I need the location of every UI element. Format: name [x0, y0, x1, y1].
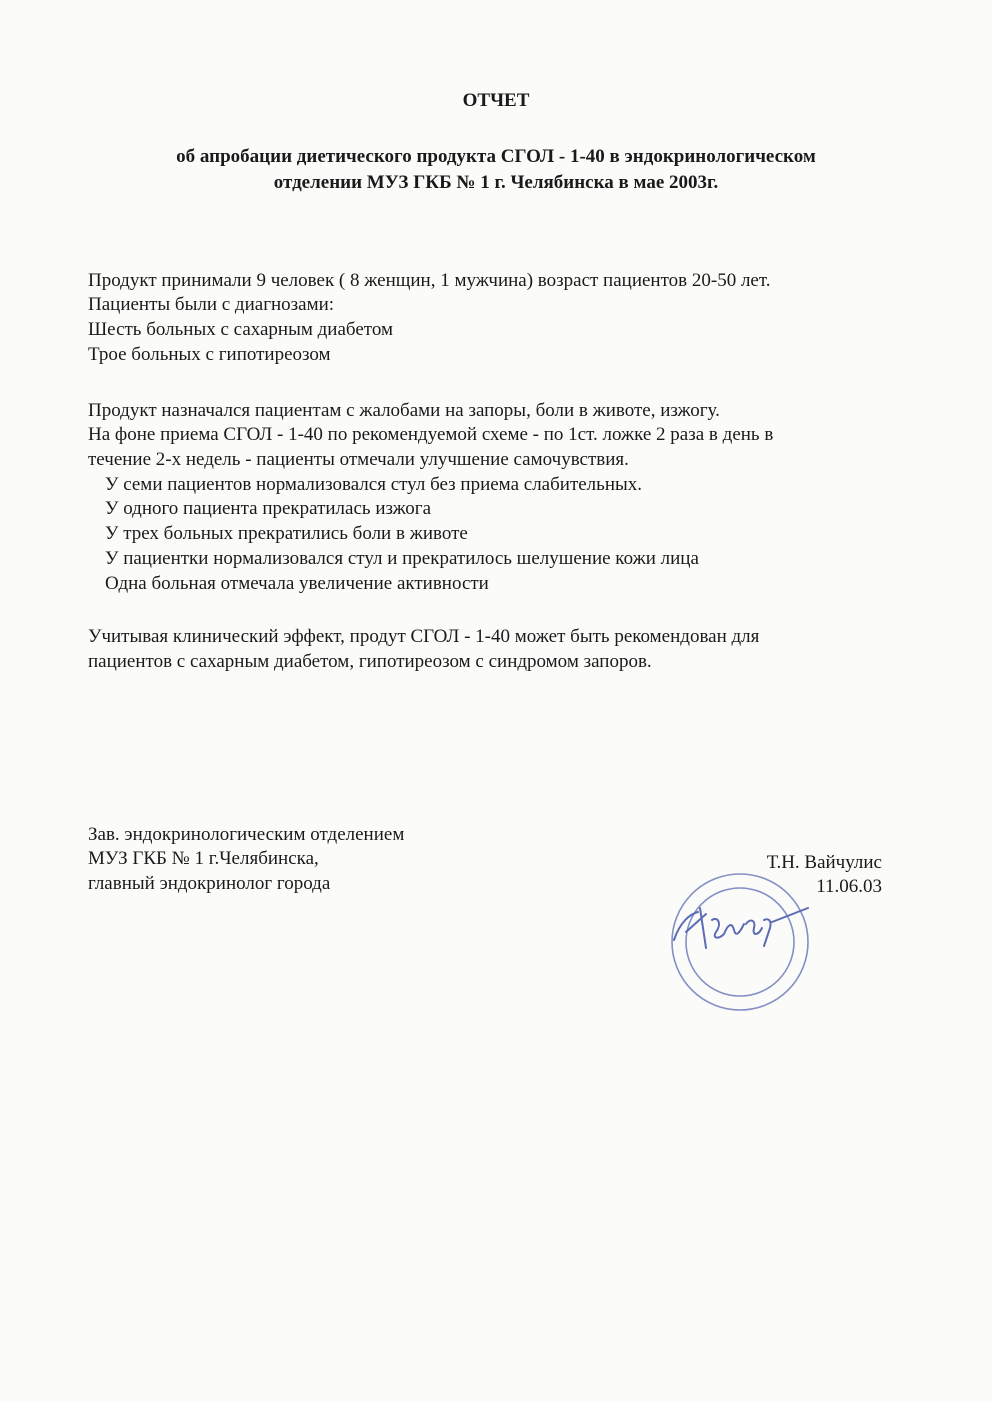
document-title: ОТЧЕТ: [462, 90, 530, 111]
body-line: Пациенты были с диагнозами:: [88, 294, 335, 315]
body-line: Продукт принимали 9 человек ( 8 женщин, 1 мужчина) возраст пациентов 20-50 лет.: [88, 270, 771, 291]
conclusion-line: Учитывая клинический эффект, продут СГОЛ - 1-40 может быть рекомендован для: [88, 626, 760, 647]
document-subtitle: [0, 144, 992, 196]
subtitle-line: отделении МУЗ ГКБ № 1 г. Челябинска в мае 2003г.: [273, 172, 719, 193]
conclusion-line: пациентов с сахарным диабетом, гипотиреозом с синдромом запоров.: [88, 651, 652, 672]
result-line: У пациентки нормализовался стул и прекратилось шелушение кожи лица: [105, 548, 699, 569]
stamp-inner-ring: [686, 888, 794, 996]
body-line: Продукт назначался пациентам с жалобами на запоры, боли в животе, изжогу.: [88, 400, 720, 421]
result-line: Одна больная отмечала увеличение активности: [105, 573, 489, 594]
signature-position: МУЗ ГКБ № 1 г.Челябинска,: [88, 848, 319, 869]
handwritten-signature: [674, 908, 808, 948]
stamp-outer-ring: [672, 874, 808, 1010]
body-line: течение 2-х недель - пациенты отмечали улучшение самочувствия.: [88, 449, 629, 470]
signature-position: Зав. эндокринологическим отделением: [88, 824, 405, 845]
stamp-seal: [660, 862, 820, 1022]
result-line: У трех больных прекратились боли в животе: [105, 523, 468, 544]
signature-date: 11.06.03: [816, 876, 882, 897]
subtitle-line: об апробации диетического продукта СГОЛ - 1-40 в эндокринологическом: [176, 146, 816, 167]
body-line: На фоне приема СГОЛ - 1-40 по рекомендуемой схеме - по 1ст. ложке 2 раза в день в: [88, 424, 774, 445]
body-line: Шесть больных с сахарным диабетом: [88, 319, 393, 340]
result-line: У семи пациентов нормализовался стул без приема слабительных.: [105, 474, 643, 495]
signature-position: главный эндокринолог города: [88, 873, 331, 894]
result-line: У одного пациента прекратилась изжога: [105, 498, 432, 519]
body-line: Трое больных с гипотиреозом: [88, 344, 331, 365]
signatory-name: Т.Н. Вайчулис: [766, 852, 882, 873]
